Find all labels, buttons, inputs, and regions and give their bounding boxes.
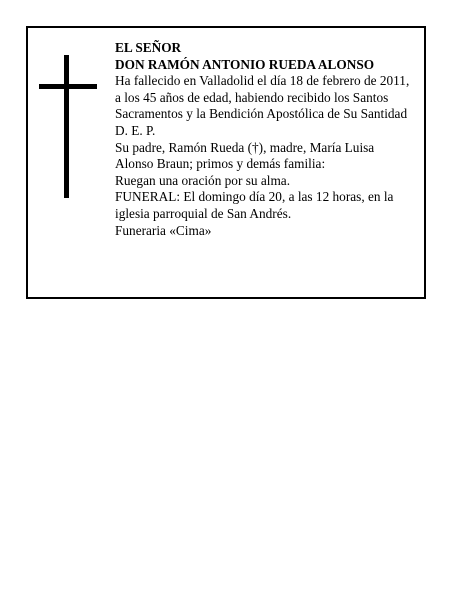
obituary-notice: [26, 26, 426, 299]
notice-body-line: D. E. P.: [115, 122, 156, 138]
notice-body-line: Sacramentos y la Bendición Apostólica de Su Santidad: [115, 106, 408, 122]
notice-body-line: iglesia parroquial de San Andrés.: [115, 205, 292, 221]
cross-horizontal-bar: [39, 84, 97, 89]
cross-vertical-bar: [64, 55, 69, 198]
notice-title-prefix: EL SEÑOR: [115, 40, 182, 55]
notice-text: [115, 40, 421, 239]
deceased-name: DON RAMÓN ANTONIO RUEDA ALONSO: [115, 56, 375, 72]
notice-body-line: a los 45 años de edad, habiendo recibido los Santos: [115, 89, 389, 105]
notice-body-line: FUNERAL: El domingo día 20, a las 12 horas, en la: [115, 189, 394, 205]
notice-body-line: Ruegan una oración por su alma.: [115, 172, 291, 188]
notice-body-line: Su padre, Ramón Rueda (†), madre, María Luisa: [115, 139, 375, 155]
funeral-home: Funeraria «Cima»: [115, 222, 212, 238]
notice-body-line: Ha fallecido en Valladolid el día 18 de febrero de 2011,: [115, 73, 410, 89]
notice-body-line: Alonso Braun; primos y demás familia:: [115, 156, 326, 172]
